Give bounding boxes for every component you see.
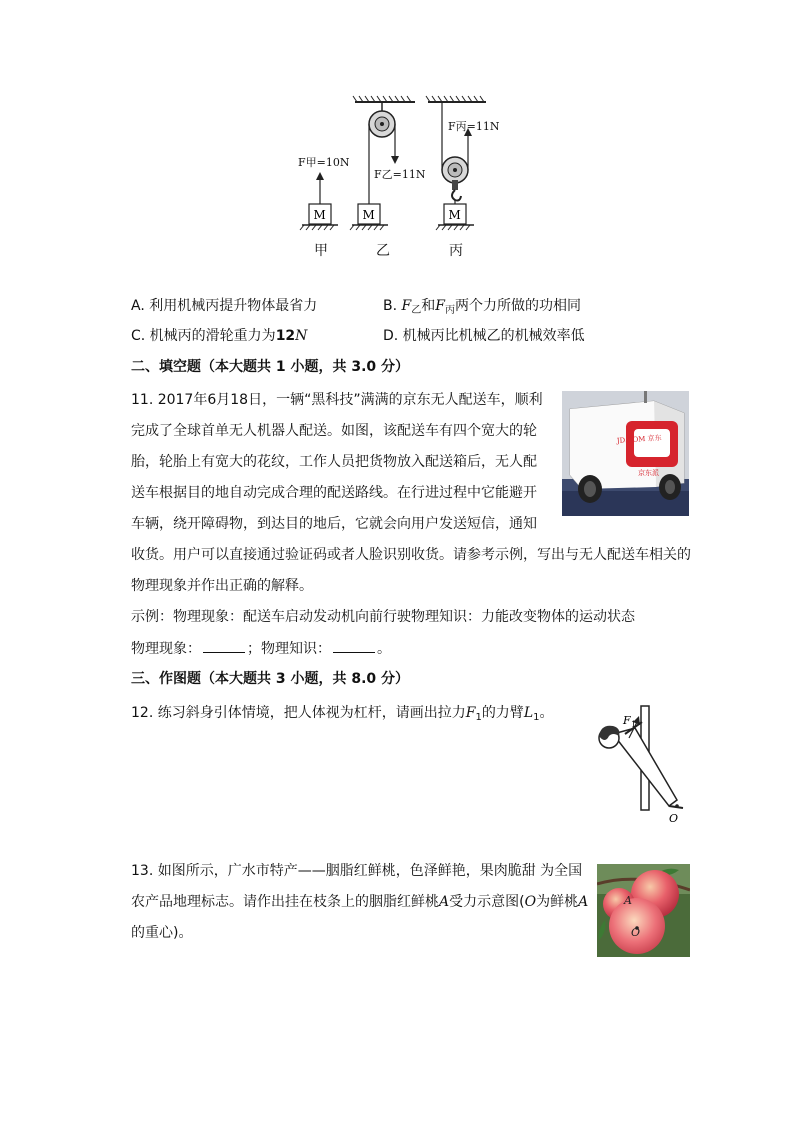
q12-l-sub: 1 (533, 712, 540, 723)
fig13-o-label: O (631, 926, 641, 939)
q13-line2-prefix: 农产品地理标志。请作出挂在枝条上的胭脂红鲜桃 (131, 894, 439, 910)
q11-answer-end: 。 (377, 641, 391, 657)
setup-jia (298, 156, 350, 230)
section2-heading: 二、填空题（本大题共 1 小题，共 3.0 分） (131, 359, 410, 375)
q11-example: 示例：物理现象：配送车启动发动机向前行驶物理知识：力能改变物体的运动状态 (131, 609, 635, 625)
option-b-f2: F (435, 298, 445, 314)
photo-brand-text: JD.COM 京东 (616, 433, 662, 445)
q12-end: 。 (539, 705, 554, 721)
delivery-robot-photo (562, 391, 689, 516)
fig13-a-label: A (624, 894, 632, 907)
q12-l: L (523, 705, 534, 721)
setup-yi (350, 102, 426, 230)
q11-answer-prefix: 物理现象： (131, 641, 201, 657)
q12-text (131, 703, 553, 728)
force-bing-label: F丙=11N (448, 120, 500, 133)
q12-f: F (465, 705, 476, 721)
option-b-and: 和 (421, 298, 436, 314)
block-jia: M (313, 208, 326, 222)
q11-line5: 车辆，绕开障碍物，到达目的地后，它就会向用户发送短信，通知 (131, 516, 537, 532)
option-c (131, 326, 307, 346)
option-a: A. 利用机械丙提升物体最省力 (131, 298, 318, 314)
option-b-f1: F (401, 298, 412, 314)
q11-answer (131, 638, 391, 659)
option-b-rest: 两个力所做的功相同 (454, 298, 581, 314)
fig12-f-label: F (623, 714, 631, 727)
q13-line2 (131, 892, 588, 912)
block-bing: M (448, 208, 461, 222)
force-yi-label: F乙=11N (374, 168, 426, 181)
q12-f-sub: 1 (475, 712, 482, 723)
option-c-value: 12 (275, 328, 296, 344)
option-b-f1-sub: 乙 (411, 305, 422, 316)
q13-line2-mid: 受力示意图( (449, 894, 525, 910)
q12-prefix: 12. 练习斜身引体情境，把人体视为杠杆，请画出拉力 (131, 705, 466, 721)
q11-blank-phenomenon[interactable] (203, 638, 245, 653)
pulley-figure (290, 92, 510, 262)
option-b (383, 296, 581, 321)
block-yi: M (362, 208, 375, 222)
q11-line3: 胎，轮胎上有宽大的花纹，工作人员把货物放入配送箱后，无人配 (131, 454, 537, 470)
option-c-unit: N (295, 328, 308, 344)
setup-bing (436, 102, 500, 230)
section3-heading: 三、作图题（本大题共 3 小题，共 8.0 分） (131, 671, 410, 687)
ceiling-yi (353, 96, 415, 102)
q11-line1: 11. 2017年6月18日，一辆“黑科技”满满的京东无人配送车，顺利 (131, 392, 543, 408)
q11-line4: 送车根据目的地自动完成合理的配送路线。在行进过程中它能避开 (131, 485, 537, 501)
q13-line2-o: O (524, 894, 537, 910)
option-b-f2-sub: 丙 (444, 305, 455, 316)
ceiling-bing (426, 96, 486, 102)
label-bing: 丙 (449, 243, 463, 259)
fig12-f-sub: 1 (631, 720, 637, 729)
q12-mid: 的力臂 (481, 705, 524, 721)
q13-line1: 13. 如图所示，广水市特产——胭脂红鲜桃，色泽鲜艳，果肉脆甜 为全国 (131, 863, 583, 879)
fig12-o-label: O (669, 812, 679, 825)
pullup-figure (585, 700, 695, 828)
q11-line6: 收货。用户可以直接通过验证码或者人脸识别收货。请参考示例，写出与无人配送车相关的 (131, 547, 691, 563)
option-d: D. 机械丙比机械乙的机械效率低 (383, 328, 585, 344)
label-jia: 甲 (314, 243, 328, 259)
label-yi: 乙 (376, 243, 390, 259)
q11-line7: 物理现象并作出正确的解释。 (131, 578, 313, 594)
option-b-prefix: B. (383, 298, 402, 314)
photo-brand-text2: 京东派 (638, 469, 659, 477)
q13-line2-a2: A (578, 894, 589, 910)
force-jia-label: F甲=10N (298, 156, 350, 169)
q13-line2-a: A (439, 894, 450, 910)
q13-line3: 的重心)。 (131, 925, 193, 941)
q11-blank-knowledge[interactable] (333, 638, 375, 653)
option-c-prefix: C. 机械丙的滑轮重力为 (131, 328, 276, 344)
q11-answer-mid: ；物理知识： (247, 641, 331, 657)
peach-photo (597, 864, 690, 957)
q13-line2-rest: 为鲜桃 (536, 894, 579, 910)
q11-line2: 完成了全球首单无人机器人配送。如图，该配送车有四个宽大的轮 (131, 423, 537, 439)
